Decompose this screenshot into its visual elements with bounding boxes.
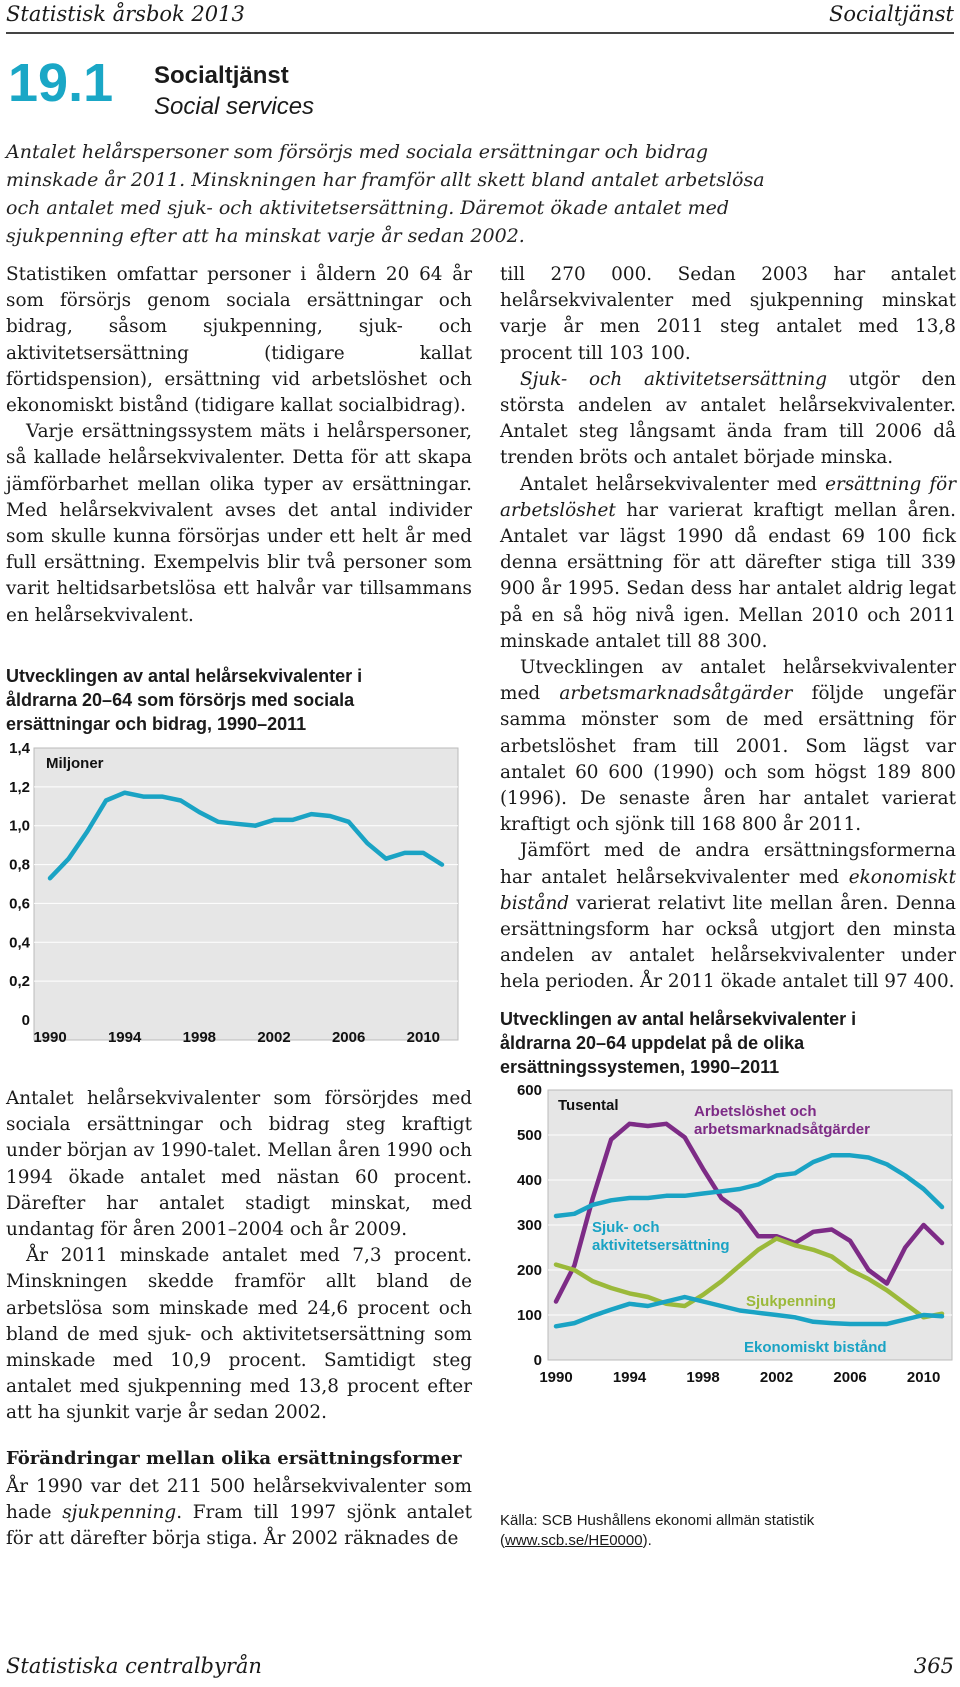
x-tick-label: 2006: [331, 1029, 366, 1046]
chart2-svg: [494, 1080, 960, 1406]
paragraph: Statistiken omfattar personer i åldern 20 64 år som försörjs genom sociala ersättningar och bidrag, såsom sjukpenning, sjuk- och aktivitetsersättning (tidigare kallat förtidspension), ersättning vid arbetslöshet och ekonomiskt bistånd (tidigare kallat socialbidrag).: [6, 264, 472, 417]
series-label-arbetsloshet: Arbetslöshet och arbetsmarknadsåtgärder: [694, 1103, 870, 1138]
italic-term: Sjuk- och aktivitetsersättning: [520, 368, 827, 390]
lead-line: Antalet helårspersoner som försörjs med sociala ersättningar och bidrag: [6, 141, 708, 163]
italic-term: arbetsmarknadsåtgärder: [559, 683, 793, 705]
y-tick-label: 100: [516, 1307, 542, 1324]
source-link-line: [500, 1531, 940, 1551]
paragraph: [500, 655, 956, 838]
left-column-bottom: [6, 1086, 472, 1427]
x-tick-label: 2002: [759, 1369, 794, 1386]
section-title-en: Social services: [154, 93, 315, 120]
x-tick-label: 2006: [833, 1369, 867, 1386]
y-tick-label: 0,4: [9, 934, 30, 952]
paragraph: [500, 472, 956, 655]
x-tick-label: 1994: [107, 1029, 142, 1046]
y-tick-label: 0,6: [9, 895, 30, 913]
italic-term: sjukpenning: [62, 1502, 177, 1524]
x-tick-label: 1990: [33, 1029, 67, 1046]
paragraph: Antalet helårsekvivalenter som försörjdes med sociala ersättningar och bidrag steg kraftigt under början av 1990-talet. Mellan åren 1990 och 1994 ökade antalet med nästan 60 procent. Därefter har antalet stadigt minskat, med undantag för åren 2001–2004 och år 2009.: [6, 1088, 472, 1241]
y-tick-label: 500: [516, 1127, 542, 1144]
paragraph: till 270 000. Sedan 2003 har antalet helårsekvivalenter med sjukpenning minskat varje år men 2011 steg antalet med 13,8 procent till 103 100.: [500, 264, 956, 364]
y-tick-label: 0: [533, 1352, 542, 1369]
section-number: 19.1: [8, 53, 114, 113]
y-tick-label: 400: [516, 1172, 542, 1189]
text-run: utgör den största andelen av antalet helårsekvivalenter. Antalet steg långsamt ända fram till 2006 då trenden bröts och antalet började minska.: [500, 368, 956, 469]
y-tick-label: 0,8: [9, 856, 30, 874]
series-label-sjukpenning: Sjukpenning: [746, 1293, 836, 1310]
chart1-plot-area: [34, 748, 458, 1040]
paragraph: [6, 1474, 472, 1553]
text-run: Jämfört med de andra ersättningsformerna har antalet helårsekvivalenter med: [500, 840, 956, 888]
x-tick-label: 1990: [539, 1369, 573, 1386]
text-run: . Fram till 1997 sjönk antalet för att därefter börja stiga. År 2002 räknades de: [6, 1502, 473, 1550]
text-run: följde ungefär samma mönster som de med ersättning för arbetslöshet fram till 2001. Som lägst var antalet 60 600 (1990) och som högst 189 800 (1996). De senaste åren har antalet varierat kraftigt och sjönk till 168 800 år 2011.: [500, 683, 956, 836]
chart1-unit-label: Miljoner: [46, 755, 104, 772]
chart1-title: Utvecklingen av antal helårsekvivalenter i åldrarna 20–64 som försörjs med sociala ersättningar och bidrag, 1990–2011: [6, 666, 363, 734]
series-label-sjuk-aktivitet: Sjuk- och aktivitetsersättning: [592, 1219, 730, 1254]
chart2-unit-label: Tusental: [558, 1097, 619, 1114]
chart1-svg: [0, 738, 470, 1064]
y-tick-label: 200: [516, 1262, 542, 1279]
x-tick-label: 1994: [612, 1369, 647, 1386]
y-tick-label: 1,4: [9, 740, 30, 757]
y-tick-label: 300: [516, 1217, 542, 1234]
italic-term: ersättning för arbetslöshet: [500, 473, 956, 521]
lead-line: och antalet med sjuk- och aktivitetsersättning. Däremot ökade antalet med: [6, 197, 730, 219]
lead-line: minskade år 2011. Minskningen har framför allt skett bland antalet arbetslösa: [6, 169, 765, 191]
y-tick-label: 1,2: [9, 778, 30, 796]
x-tick-label: 2002: [257, 1029, 291, 1046]
lead-line: sjukpenning efter att ha minskat varje år sedan 2002.: [6, 225, 525, 247]
x-tick-label: 1998: [686, 1369, 720, 1386]
text-run: Antalet helårsekvivalenter med: [520, 473, 826, 495]
y-tick-label: 600: [516, 1082, 542, 1099]
paragraph: [500, 838, 956, 995]
x-tick-label: 1998: [182, 1029, 217, 1046]
x-tick-label: 2010: [906, 1369, 941, 1386]
chart2-title: Utvecklingen av antal helårsekvivalenter i åldrarna 20–64 uppdelat på de olika ersättningssystemen, 1990–2011: [500, 1009, 857, 1077]
text-run: År 1990 var det 211 500 helårsekvivalenter som hade: [6, 1476, 472, 1524]
running-header-left: Statistisk årsbok 2013: [6, 2, 245, 26]
text-run: (: [500, 1532, 505, 1549]
x-tick-label: 2010: [406, 1029, 441, 1046]
left-column-final: [6, 1474, 472, 1553]
section-title-sv: Socialtjänst: [154, 62, 289, 89]
series-label-ekonomiskt-bistand: Ekonomiskt bistånd: [744, 1339, 887, 1356]
paragraph: Varje ersättningssystem mäts i helårspersoner, så kallade helårsekvivalenter. Detta för att skapa jämförbarhet mellan olika typer av ersättningar. Med helårsekvivalent avses det antal individer som skulle kunna försörjas under ett helt år med full ersättning. Exempelvis blir två personer som varit heltidsarbetslösa ett halvår var tillsammans en helårsekvivalent.: [6, 421, 472, 626]
running-header-right: Socialtjänst: [829, 2, 954, 26]
right-column: [500, 262, 956, 996]
paragraph: År 2011 minskade antalet med 7,3 procent. Minskningen skedde framför allt bland de arbetslösa som minskade med 24,6 procent och bland de med sjuk- och aktivitetsersättning som minskade med 10,9 procent. Samtidigt steg antalet med sjukpenning med 13,8 procent efter att ha sjunkit varje år sedan 2002.: [6, 1245, 472, 1424]
source-link[interactable]: www.scb.se/HE0000: [505, 1532, 643, 1549]
subheading: Förändringar mellan olika ersättningsformer: [6, 1448, 462, 1469]
y-tick-label: 1,0: [9, 817, 30, 835]
source-text: Källa: SCB Hushållens ekonomi allmän statistik: [500, 1512, 815, 1529]
text-run: har varierat kraftigt mellan åren. Antalet var lägst 1990 då endast 69 100 fick denna ersättning för att därefter stiga till 339 900 år 1995. Sedan dess har antalet aldrig legat på en så hög nivå igen. Mellan 2010 och 2011 minskade antalet till 88 300.: [500, 499, 956, 652]
lead-text: [6, 138, 766, 250]
italic-term: ekonomiskt bistånd: [500, 866, 956, 914]
page-number: 365: [913, 1654, 954, 1678]
left-column-top: [6, 262, 472, 629]
y-tick-label: 0: [21, 1012, 30, 1029]
y-tick-label: 0,2: [9, 973, 30, 991]
text-run: ).: [642, 1532, 652, 1549]
text-run: varierat relativt lite mellan åren. Denna ersättningsform har också utgjort den minsta andelen av antalet helårsekvivalenter under hela perioden. År 2011 ökade antalet till 97 400.: [500, 892, 956, 993]
text-run: Utvecklingen av antalet helårsekvivalenter med: [500, 657, 956, 705]
footer-left: Statistiska centralbyrån: [6, 1654, 262, 1678]
paragraph: [500, 367, 956, 472]
source-note: [500, 1511, 940, 1551]
header-rule: [6, 32, 954, 34]
